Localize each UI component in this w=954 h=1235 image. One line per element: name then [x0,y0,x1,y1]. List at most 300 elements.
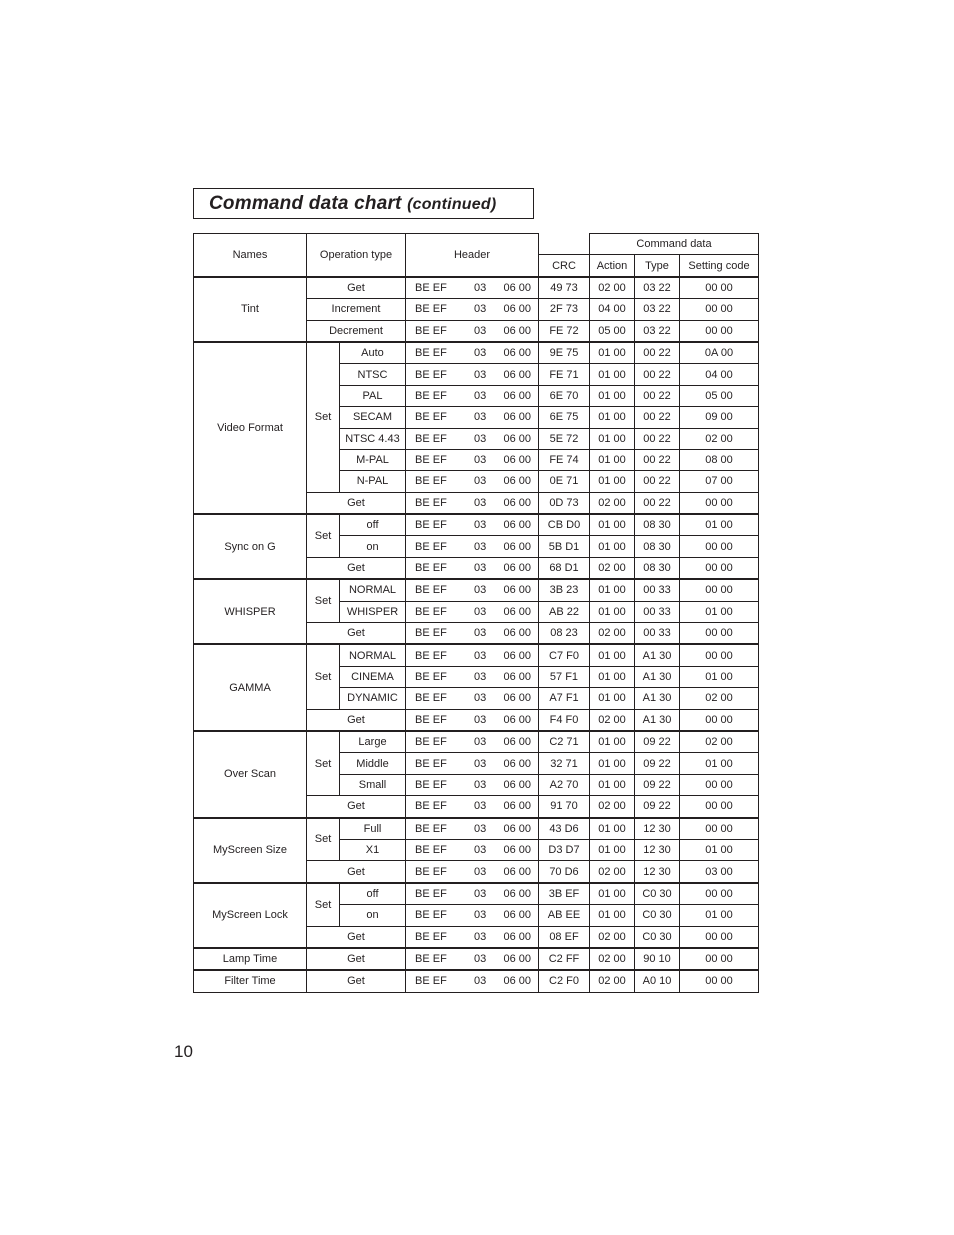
option-cell: SECAM [340,407,406,428]
setting-code-cell: 00 00 [680,623,759,645]
command-data-table [193,233,759,993]
action-cell: 02 00 [590,277,635,299]
table-row [194,818,759,840]
header-byte-group: BE EF [415,411,447,424]
set-label: Set [307,514,340,557]
header-byte-group: 06 00 [503,909,531,922]
operation-cell: Get [307,796,406,818]
setting-code-cell: 00 00 [680,579,759,601]
set-label: Set [307,731,340,796]
operation-cell: Get [307,926,406,948]
header-byte-group: 06 00 [503,844,531,857]
header-byte-group: 03 [474,605,487,618]
header-byte-group: BE EF [415,475,447,488]
type-cell: 03 22 [635,320,680,342]
option-cell: Large [340,731,406,753]
header-byte-group: 06 00 [503,281,531,294]
type-cell: 00 33 [635,579,680,601]
setting-code-cell: 00 00 [680,320,759,342]
type-cell: 03 22 [635,299,680,320]
setting-code-cell: 01 00 [680,839,759,860]
table-row [194,731,759,753]
set-label: Set [307,883,340,926]
header-byte-group: 03 [474,411,487,424]
table-row [194,644,759,666]
action-cell: 01 00 [590,428,635,449]
action-cell: 02 00 [590,796,635,818]
group-name: Filter Time [194,970,307,992]
header-byte-group: BE EF [415,519,447,532]
header-cell [406,753,539,774]
option-cell: PAL [340,385,406,406]
operation-cell: Get [307,277,406,299]
operation-cell: Decrement [307,320,406,342]
header-byte-group: 03 [474,454,487,467]
header-byte-group: 03 [474,887,487,900]
header-byte-group: BE EF [415,303,447,316]
crc-cell: 43 D6 [539,818,590,840]
header-cell [406,666,539,687]
action-cell: 01 00 [590,471,635,492]
action-cell: 01 00 [590,905,635,926]
option-cell: NTSC [340,364,406,385]
crc-cell: FE 74 [539,449,590,470]
setting-code-cell: 00 00 [680,299,759,320]
option-cell: WHISPER [340,601,406,622]
col-command-data: Command data [590,234,759,255]
header-cell [406,644,539,666]
setting-code-cell: 00 00 [680,644,759,666]
setting-code-cell: 01 00 [680,666,759,687]
header-byte-group: 03 [474,975,487,988]
type-cell: 12 30 [635,818,680,840]
option-cell: on [340,905,406,926]
setting-code-cell: 00 00 [680,883,759,905]
setting-code-cell: 0A 00 [680,342,759,364]
header-byte-group: 03 [474,584,487,597]
header-byte-group: BE EF [415,432,447,445]
header-byte-group: 06 00 [503,627,531,640]
setting-code-cell: 01 00 [680,514,759,536]
crc-cell: C7 F0 [539,644,590,666]
table-row [194,342,759,364]
operation-cell: Get [307,623,406,645]
type-cell: 00 22 [635,449,680,470]
crc-cell: 70 D6 [539,861,590,883]
action-cell: 01 00 [590,449,635,470]
header-byte-group: BE EF [415,584,447,597]
header-byte-group: 06 00 [503,800,531,813]
setting-code-cell: 00 00 [680,948,759,970]
group-name: Lamp Time [194,948,307,970]
header-byte-group: 03 [474,347,487,360]
action-cell: 01 00 [590,753,635,774]
header-byte-group: BE EF [415,281,447,294]
header-byte-group: 03 [474,649,487,662]
header-byte-group: BE EF [415,454,447,467]
header-byte-group: BE EF [415,865,447,878]
type-cell: A1 30 [635,644,680,666]
header-byte-group: 06 00 [503,692,531,705]
crc-cell: A7 F1 [539,688,590,709]
type-cell: C0 30 [635,883,680,905]
header-byte-group: 06 00 [503,389,531,402]
option-cell: DYNAMIC [340,688,406,709]
header-byte-group: BE EF [415,800,447,813]
crc-header-spacer [539,234,590,255]
header-cell [406,449,539,470]
type-cell: 00 22 [635,492,680,514]
header-byte-group: 03 [474,713,487,726]
setting-code-cell: 02 00 [680,428,759,449]
header-byte-group: 06 00 [503,713,531,726]
type-cell: A1 30 [635,709,680,731]
table-row [194,948,759,970]
type-cell: A1 30 [635,688,680,709]
option-cell: N-PAL [340,471,406,492]
type-cell: 12 30 [635,861,680,883]
header-byte-group: 06 00 [503,649,531,662]
crc-cell: 3B EF [539,883,590,905]
type-cell: 09 22 [635,731,680,753]
action-cell: 01 00 [590,818,635,840]
header-byte-group: 03 [474,303,487,316]
action-cell: 04 00 [590,299,635,320]
action-cell: 02 00 [590,861,635,883]
type-cell: C0 30 [635,926,680,948]
type-cell: 00 33 [635,601,680,622]
setting-code-cell: 00 00 [680,796,759,818]
header-cell [406,905,539,926]
crc-cell: D3 D7 [539,839,590,860]
header-cell [406,601,539,622]
type-cell: 00 22 [635,342,680,364]
action-cell: 01 00 [590,407,635,428]
header-byte-group: 03 [474,757,487,770]
header-byte-group: 03 [474,562,487,575]
operation-cell: Increment [307,299,406,320]
crc-cell: CB D0 [539,514,590,536]
option-cell: on [340,536,406,557]
type-cell: 08 30 [635,536,680,557]
crc-cell: A2 70 [539,774,590,795]
header-byte-group: 03 [474,800,487,813]
setting-code-cell: 08 00 [680,449,759,470]
type-cell: 03 22 [635,277,680,299]
header-byte-group: BE EF [415,562,447,575]
action-cell: 01 00 [590,688,635,709]
header-cell [406,948,539,970]
crc-cell: 08 EF [539,926,590,948]
action-cell: 02 00 [590,970,635,992]
header-cell [406,839,539,860]
header-byte-group: 03 [474,627,487,640]
action-cell: 01 00 [590,644,635,666]
header-byte-group: BE EF [415,778,447,791]
header-cell [406,514,539,536]
header-byte-group: 06 00 [503,584,531,597]
header-byte-group: BE EF [415,909,447,922]
group-name: WHISPER [194,579,307,644]
option-cell: Full [340,818,406,840]
operation-cell: Get [307,948,406,970]
crc-cell: 91 70 [539,796,590,818]
header-cell [406,471,539,492]
setting-code-cell: 07 00 [680,471,759,492]
header-cell [406,277,539,299]
type-cell: 00 22 [635,471,680,492]
table-row [194,970,759,992]
operation-cell: Get [307,709,406,731]
type-cell: 12 30 [635,839,680,860]
table-row [194,883,759,905]
crc-cell: 2F 73 [539,299,590,320]
action-cell: 02 00 [590,948,635,970]
set-label: Set [307,644,340,709]
header-byte-group: BE EF [415,930,447,943]
option-cell: off [340,883,406,905]
header-cell [406,557,539,579]
type-cell: 09 22 [635,774,680,795]
header-byte-group: 06 00 [503,540,531,553]
setting-code-cell: 01 00 [680,905,759,926]
header-byte-group: BE EF [415,605,447,618]
header-cell [406,861,539,883]
setting-code-cell: 09 00 [680,407,759,428]
header-cell [406,320,539,342]
option-cell: NTSC 4.43 [340,428,406,449]
group-name: Tint [194,277,307,342]
setting-code-cell: 00 00 [680,536,759,557]
option-cell: M-PAL [340,449,406,470]
group-name: GAMMA [194,644,307,731]
header-byte-group: BE EF [415,887,447,900]
page-number: 10 [174,1042,193,1061]
header-byte-group: 06 00 [503,519,531,532]
crc-cell: 5B D1 [539,536,590,557]
header-byte-group: BE EF [415,627,447,640]
header-byte-group: BE EF [415,389,447,402]
header-byte-group: 06 00 [503,475,531,488]
header-byte-group: 06 00 [503,778,531,791]
header-byte-group: 03 [474,865,487,878]
header-cell [406,385,539,406]
header-byte-group: 06 00 [503,822,531,835]
crc-cell: 6E 75 [539,407,590,428]
setting-code-cell: 00 00 [680,709,759,731]
action-cell: 02 00 [590,557,635,579]
header-byte-group: 06 00 [503,562,531,575]
option-cell: Middle [340,753,406,774]
option-cell: CINEMA [340,666,406,687]
header-cell [406,709,539,731]
setting-code-cell: 00 00 [680,818,759,840]
header-cell [406,536,539,557]
header-byte-group: BE EF [415,368,447,381]
table-row [194,514,759,536]
header-byte-group: BE EF [415,844,447,857]
setting-code-cell: 02 00 [680,731,759,753]
header-byte-group: 06 00 [503,953,531,966]
header-cell [406,774,539,795]
setting-code-cell: 00 00 [680,970,759,992]
header-byte-group: 06 00 [503,757,531,770]
col-type: Type [635,255,680,277]
setting-code-cell: 03 00 [680,861,759,883]
header-byte-group: 06 00 [503,865,531,878]
crc-cell: C2 FF [539,948,590,970]
header-byte-group: BE EF [415,347,447,360]
operation-cell: Get [307,557,406,579]
setting-code-cell: 00 00 [680,492,759,514]
type-cell: 00 33 [635,623,680,645]
group-name: Video Format [194,342,307,514]
type-cell: 00 22 [635,385,680,406]
operation-cell: Get [307,492,406,514]
header-byte-group: 06 00 [503,605,531,618]
crc-cell: 68 D1 [539,557,590,579]
crc-cell: 32 71 [539,753,590,774]
header-byte-group: 03 [474,778,487,791]
header-byte-group: 06 00 [503,671,531,683]
header-byte-group: 03 [474,953,487,966]
header-cell [406,579,539,601]
setting-code-cell: 00 00 [680,277,759,299]
col-crc: CRC [539,255,590,277]
action-cell: 02 00 [590,709,635,731]
type-cell: 00 22 [635,364,680,385]
option-cell: Auto [340,342,406,364]
crc-cell: 57 F1 [539,666,590,687]
chart-title-text: Command data chart (continued) [209,193,497,214]
crc-cell: AB EE [539,905,590,926]
header-cell [406,731,539,753]
action-cell: 01 00 [590,601,635,622]
setting-code-cell: 02 00 [680,688,759,709]
type-cell: 08 30 [635,514,680,536]
action-cell: 01 00 [590,342,635,364]
option-cell: NORMAL [340,644,406,666]
setting-code-cell: 00 00 [680,774,759,795]
chart-title [193,188,534,219]
header-byte-group: BE EF [415,713,447,726]
crc-cell: 49 73 [539,277,590,299]
header-cell [406,796,539,818]
table-body [194,277,759,992]
header-byte-group: 03 [474,930,487,943]
set-label: Set [307,818,340,861]
action-cell: 02 00 [590,492,635,514]
setting-code-cell: 04 00 [680,364,759,385]
header-cell [406,883,539,905]
header-byte-group: 06 00 [503,887,531,900]
crc-cell: C2 F0 [539,970,590,992]
header-cell [406,364,539,385]
crc-cell: 3B 23 [539,579,590,601]
header-byte-group: BE EF [415,953,447,966]
header-byte-group: 03 [474,909,487,922]
option-cell: NORMAL [340,579,406,601]
header-byte-group: 06 00 [503,736,531,749]
header-byte-group: BE EF [415,692,447,705]
header-byte-group: 03 [474,324,487,337]
col-names: Names [194,234,307,277]
col-setting-code: Setting code [680,255,759,277]
group-name: Over Scan [194,731,307,818]
action-cell: 01 00 [590,364,635,385]
header-cell [406,299,539,320]
type-cell: 09 22 [635,753,680,774]
col-action: Action [590,255,635,277]
header-byte-group: BE EF [415,757,447,770]
header-cell [406,407,539,428]
action-cell: 01 00 [590,839,635,860]
operation-cell: Get [307,970,406,992]
action-cell: 01 00 [590,579,635,601]
header-byte-group: 03 [474,281,487,294]
header-cell [406,926,539,948]
header-byte-group: 06 00 [503,303,531,316]
crc-cell: AB 22 [539,601,590,622]
group-name: MyScreen Lock [194,883,307,948]
header-byte-group: 06 00 [503,432,531,445]
action-cell: 01 00 [590,883,635,905]
set-label: Set [307,579,340,622]
header-byte-group: 03 [474,540,487,553]
col-header: Header [406,234,539,277]
type-cell: C0 30 [635,905,680,926]
setting-code-cell: 05 00 [680,385,759,406]
header-byte-group: 03 [474,844,487,857]
crc-cell: 5E 72 [539,428,590,449]
header-byte-group: 03 [474,475,487,488]
action-cell: 01 00 [590,514,635,536]
header-cell [406,688,539,709]
header-byte-group: 03 [474,519,487,532]
header-byte-group: 03 [474,671,487,683]
action-cell: 01 00 [590,731,635,753]
set-label: Set [307,342,340,492]
type-cell: A1 30 [635,666,680,687]
header-cell [406,623,539,645]
header-byte-group: 03 [474,496,487,509]
crc-cell: FE 71 [539,364,590,385]
header-byte-group: BE EF [415,649,447,662]
option-cell: X1 [340,839,406,860]
header-cell [406,970,539,992]
type-cell: 09 22 [635,796,680,818]
header-byte-group: 06 00 [503,454,531,467]
header-byte-group: 03 [474,432,487,445]
header-byte-group: BE EF [415,975,447,988]
header-cell [406,818,539,840]
setting-code-cell: 00 00 [680,926,759,948]
crc-cell: FE 72 [539,320,590,342]
header-byte-group: BE EF [415,496,447,509]
action-cell: 01 00 [590,666,635,687]
header-byte-group: 03 [474,389,487,402]
header-cell [406,492,539,514]
setting-code-cell: 01 00 [680,753,759,774]
header-byte-group: 06 00 [503,324,531,337]
header-byte-group: 06 00 [503,975,531,988]
header-byte-group: 03 [474,822,487,835]
header-byte-group: BE EF [415,324,447,337]
type-cell: 00 22 [635,407,680,428]
header-byte-group: 06 00 [503,930,531,943]
header-byte-group: 03 [474,368,487,381]
setting-code-cell: 00 00 [680,557,759,579]
